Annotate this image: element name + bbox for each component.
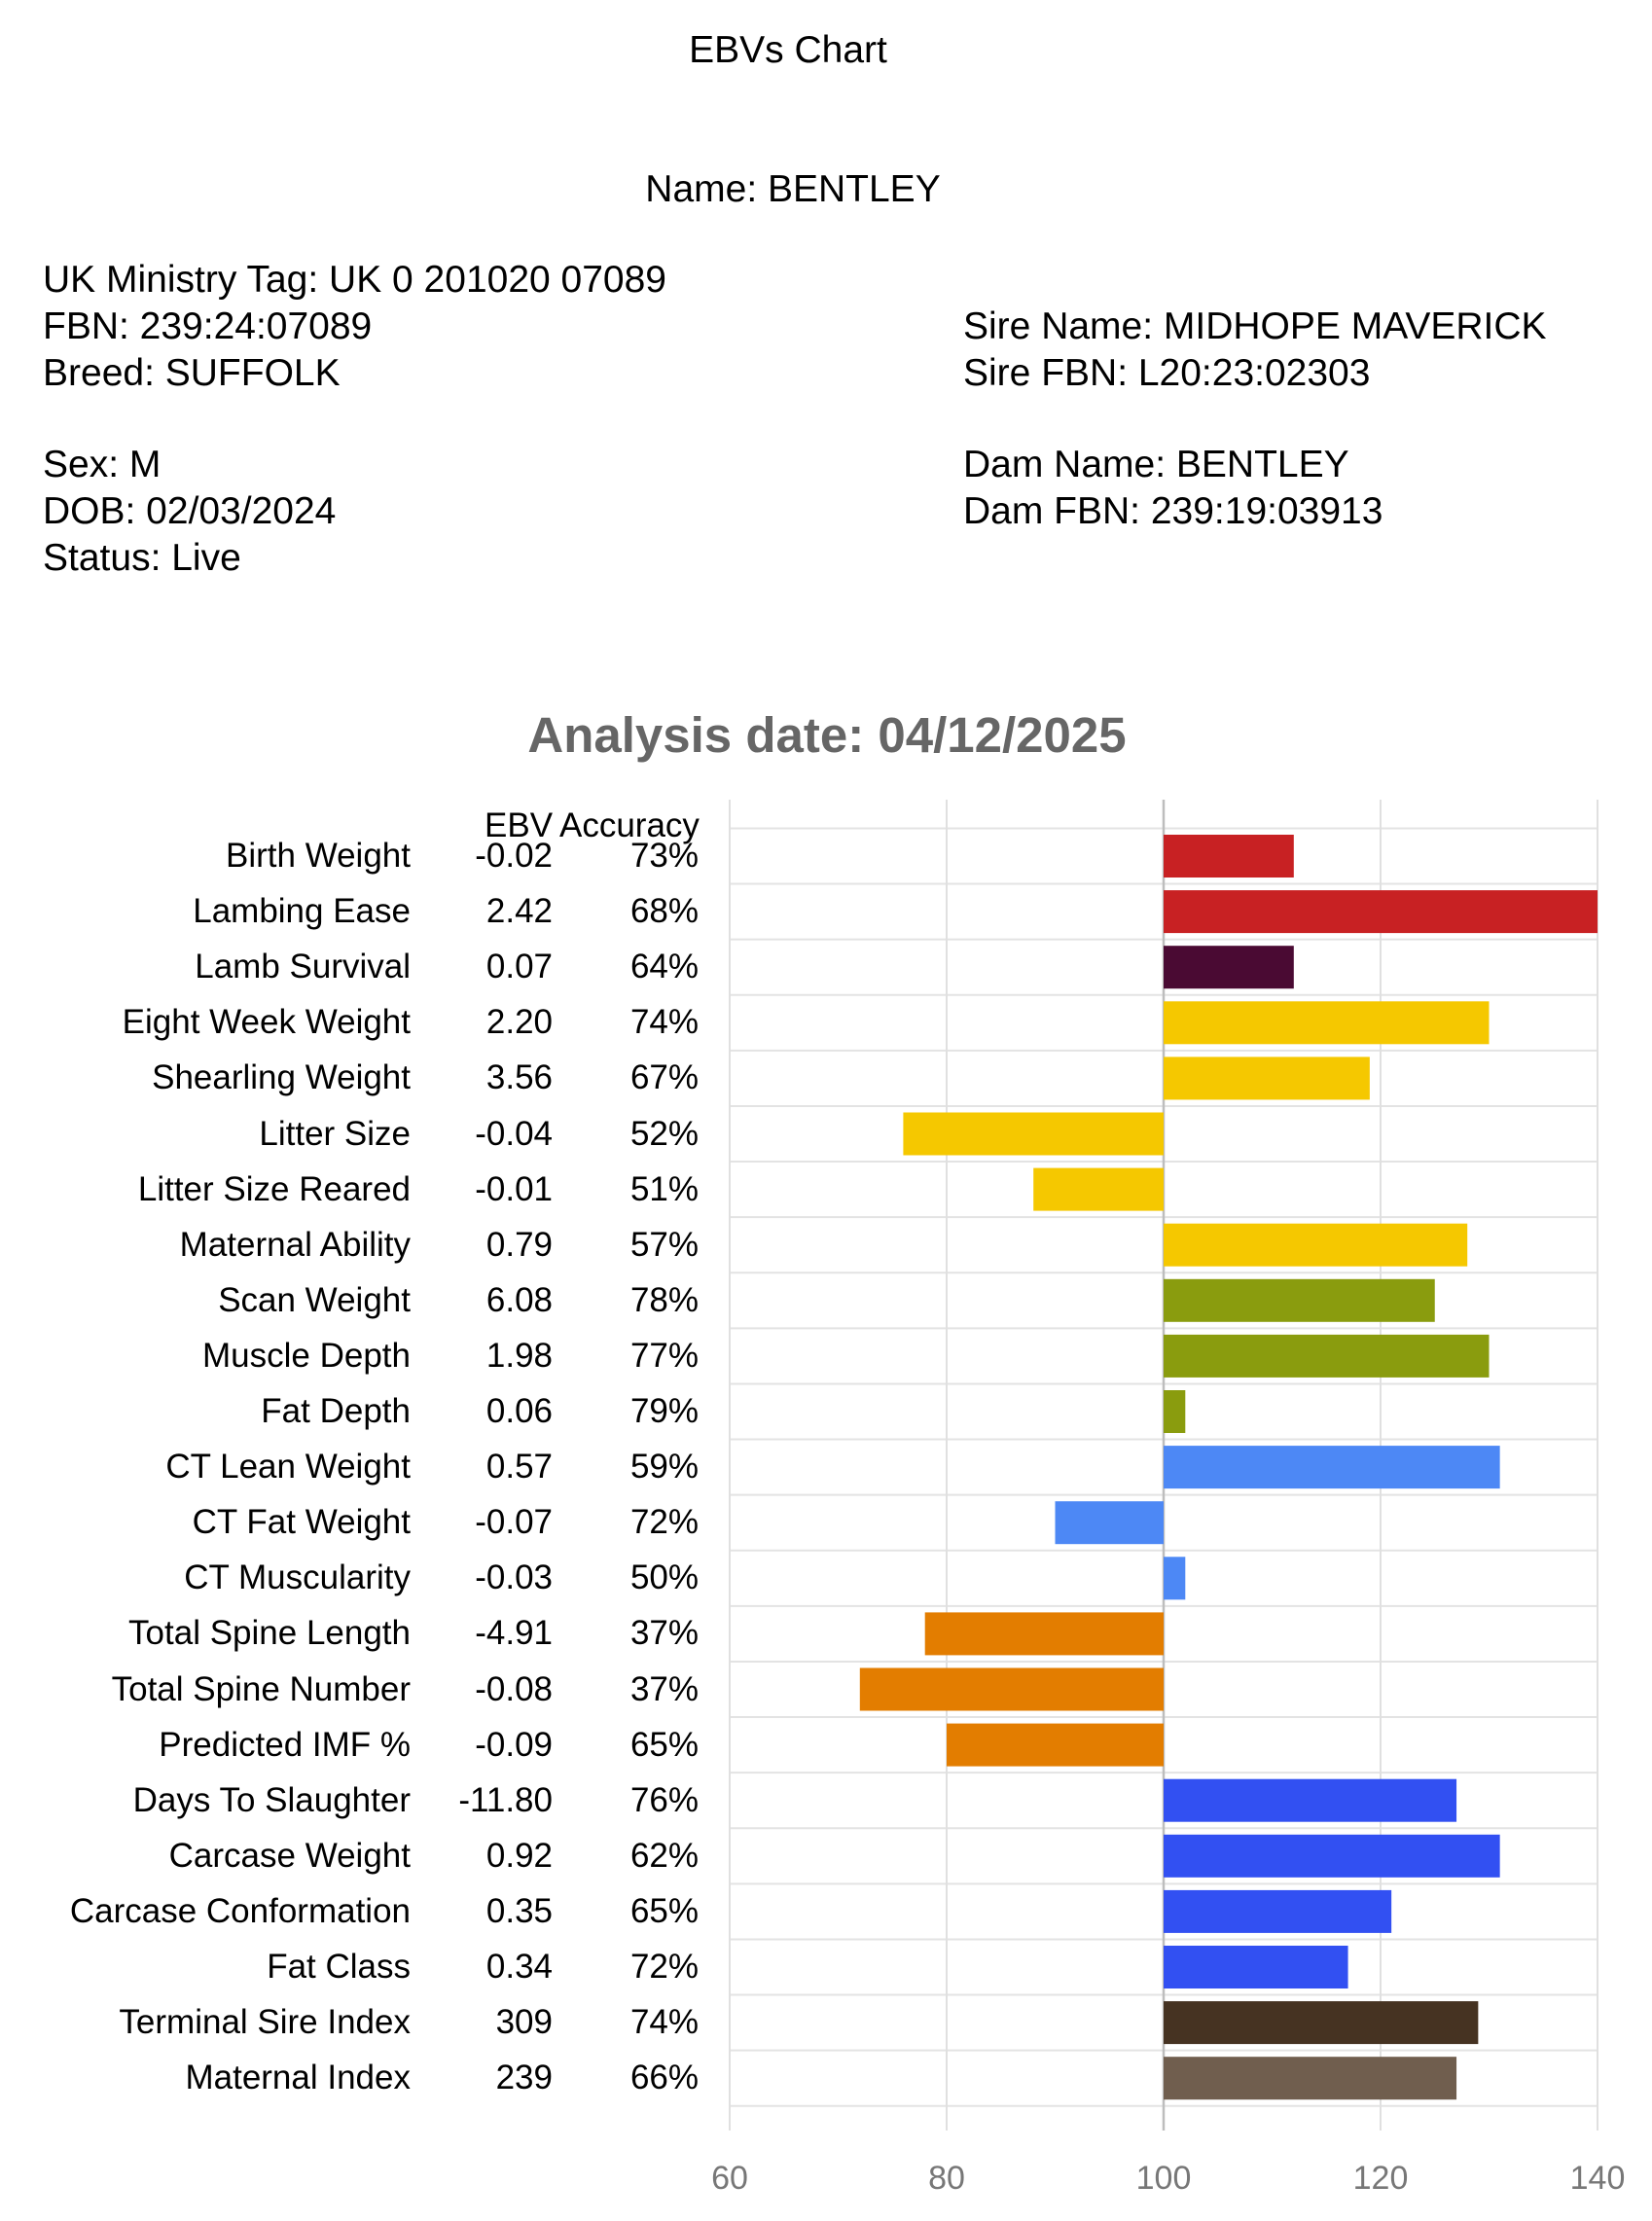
ebv-value: 0.35 <box>485 1891 553 1930</box>
row-label: CT Lean Weight <box>165 1448 411 1487</box>
accuracy-value: 59% <box>629 1448 699 1487</box>
bar <box>1164 890 1598 933</box>
fbn: FBN: 239:24:07089 <box>43 305 373 347</box>
ebv-value: -0.02 <box>475 837 553 875</box>
row-label: Predicted IMF % <box>159 1725 411 1764</box>
bar <box>947 1724 1164 1767</box>
row-label: Carcase Weight <box>168 1836 411 1875</box>
ebv-value: -0.01 <box>475 1169 553 1208</box>
ebv-value: 0.06 <box>485 1392 553 1430</box>
accuracy-value: 51% <box>629 1169 699 1208</box>
bar <box>1164 2001 1478 2044</box>
dam-fbn: Dam FBN: 239:19:03913 <box>963 490 1383 532</box>
ebv-value: -0.03 <box>475 1558 553 1597</box>
row-label: Maternal Index <box>185 2059 411 2097</box>
row-label: Fat Class <box>267 1948 411 1986</box>
accuracy-value: 67% <box>629 1058 699 1097</box>
row-label: CT Muscularity <box>184 1558 411 1597</box>
dam-name: Dam Name: BENTLEY <box>963 444 1349 485</box>
accuracy-value: 77% <box>629 1336 699 1375</box>
breed: Breed: SUFFOLK <box>43 352 341 394</box>
bar <box>1164 946 1294 988</box>
accuracy-value: 65% <box>629 1725 699 1764</box>
accuracy-value: 74% <box>629 1003 699 1042</box>
row-label: Total Spine Length <box>128 1614 411 1653</box>
row-label: Lamb Survival <box>195 948 411 986</box>
bar <box>1164 1057 1370 1099</box>
accuracy-value: 66% <box>629 2059 699 2097</box>
bar <box>1164 1446 1500 1488</box>
accuracy-value: 64% <box>629 948 699 986</box>
row-label: Birth Weight <box>226 837 411 875</box>
bar <box>1033 1168 1164 1211</box>
ebv-value: 1.98 <box>485 1336 553 1375</box>
bar <box>1164 835 1294 878</box>
ebv-value: 0.79 <box>485 1225 553 1264</box>
row-label: Days To Slaughter <box>132 1780 411 1819</box>
sex: Sex: M <box>43 444 162 485</box>
ministry-tag: UK Ministry Tag: UK 0 201020 07089 <box>43 259 666 301</box>
accuracy-value: 74% <box>629 2003 699 2042</box>
accuracy-value: 52% <box>629 1114 699 1153</box>
ebv-value: -0.08 <box>475 1669 553 1708</box>
ebv-value: -0.04 <box>475 1114 553 1153</box>
bar <box>1164 1779 1456 1822</box>
accuracy-value: 79% <box>629 1392 699 1430</box>
bar <box>1056 1501 1165 1544</box>
accuracy-value: 50% <box>629 1558 699 1597</box>
bar <box>1164 2057 1456 2099</box>
x-tick-label: 60 <box>711 2160 748 2197</box>
bar <box>1164 1835 1500 1878</box>
row-label: Eight Week Weight <box>122 1003 411 1042</box>
row-label: CT Fat Weight <box>192 1503 411 1542</box>
ebv-value: -4.91 <box>475 1614 553 1653</box>
chart-title: EBVs Chart <box>689 29 887 71</box>
dob: DOB: 02/03/2024 <box>43 490 337 532</box>
x-tick-label: 80 <box>928 2160 965 2197</box>
bar <box>1164 1279 1435 1322</box>
x-tick-label: 140 <box>1569 2160 1626 2197</box>
ebv-value: -0.07 <box>475 1503 553 1542</box>
accuracy-value: 68% <box>629 892 699 931</box>
bar <box>1164 1001 1490 1044</box>
bar <box>925 1612 1164 1655</box>
bar <box>1164 1390 1185 1433</box>
accuracy-value: 37% <box>629 1614 699 1653</box>
row-label: Shearling Weight <box>152 1058 411 1097</box>
ebv-value: 2.42 <box>485 892 553 931</box>
ebv-value: 0.34 <box>485 1948 553 1986</box>
ebv-value: 239 <box>495 2059 553 2097</box>
bar <box>1164 1335 1490 1378</box>
x-tick-label: 120 <box>1352 2160 1409 2197</box>
row-label: Maternal Ability <box>179 1225 411 1264</box>
bar <box>1164 1557 1185 1599</box>
row-label: Terminal Sire Index <box>119 2003 411 2042</box>
status: Status: Live <box>43 537 241 579</box>
accuracy-value: 78% <box>629 1280 699 1319</box>
accuracy-value: 73% <box>629 837 699 875</box>
ebv-value: -0.09 <box>475 1725 553 1764</box>
ebv-value: 309 <box>495 2003 553 2042</box>
ebv-column-header: EBV <box>485 806 554 844</box>
ebv-value: 3.56 <box>485 1058 553 1097</box>
sire-fbn: Sire FBN: L20:23:02303 <box>963 352 1371 394</box>
ebv-value: 6.08 <box>485 1280 553 1319</box>
accuracy-value: 37% <box>629 1669 699 1708</box>
ebv-value: -11.80 <box>458 1780 553 1819</box>
bar <box>1164 1946 1348 1988</box>
bar <box>1164 1224 1467 1267</box>
x-tick-label: 100 <box>1135 2160 1192 2197</box>
ebv-value: 2.20 <box>485 1003 553 1042</box>
accuracy-value: 65% <box>629 1891 699 1930</box>
sire-name: Sire Name: MIDHOPE MAVERICK <box>963 305 1547 347</box>
row-label: Muscle Depth <box>202 1336 411 1375</box>
accuracy-column-header: Accuracy <box>559 806 700 844</box>
row-label: Litter Size Reared <box>137 1169 411 1208</box>
accuracy-value: 76% <box>629 1780 699 1819</box>
accuracy-value: 57% <box>629 1225 699 1264</box>
animal-name: Name: BENTLEY <box>645 168 941 210</box>
bar <box>860 1668 1164 1711</box>
bar <box>1164 1890 1391 1933</box>
accuracy-value: 72% <box>629 1503 699 1542</box>
analysis-date: Analysis date: 04/12/2025 <box>527 707 1127 763</box>
ebv-value: 0.57 <box>485 1448 553 1487</box>
accuracy-value: 62% <box>629 1836 699 1875</box>
row-label: Litter Size <box>259 1114 411 1153</box>
row-label: Scan Weight <box>218 1280 411 1319</box>
ebv-value: 0.07 <box>485 948 553 986</box>
accuracy-value: 72% <box>629 1948 699 1986</box>
row-label: Total Spine Number <box>111 1669 411 1708</box>
row-label: Lambing Ease <box>193 892 411 931</box>
row-label: Carcase Conformation <box>69 1891 411 1930</box>
bar <box>903 1113 1164 1156</box>
ebv-value: 0.92 <box>485 1836 553 1875</box>
row-label: Fat Depth <box>261 1392 411 1430</box>
